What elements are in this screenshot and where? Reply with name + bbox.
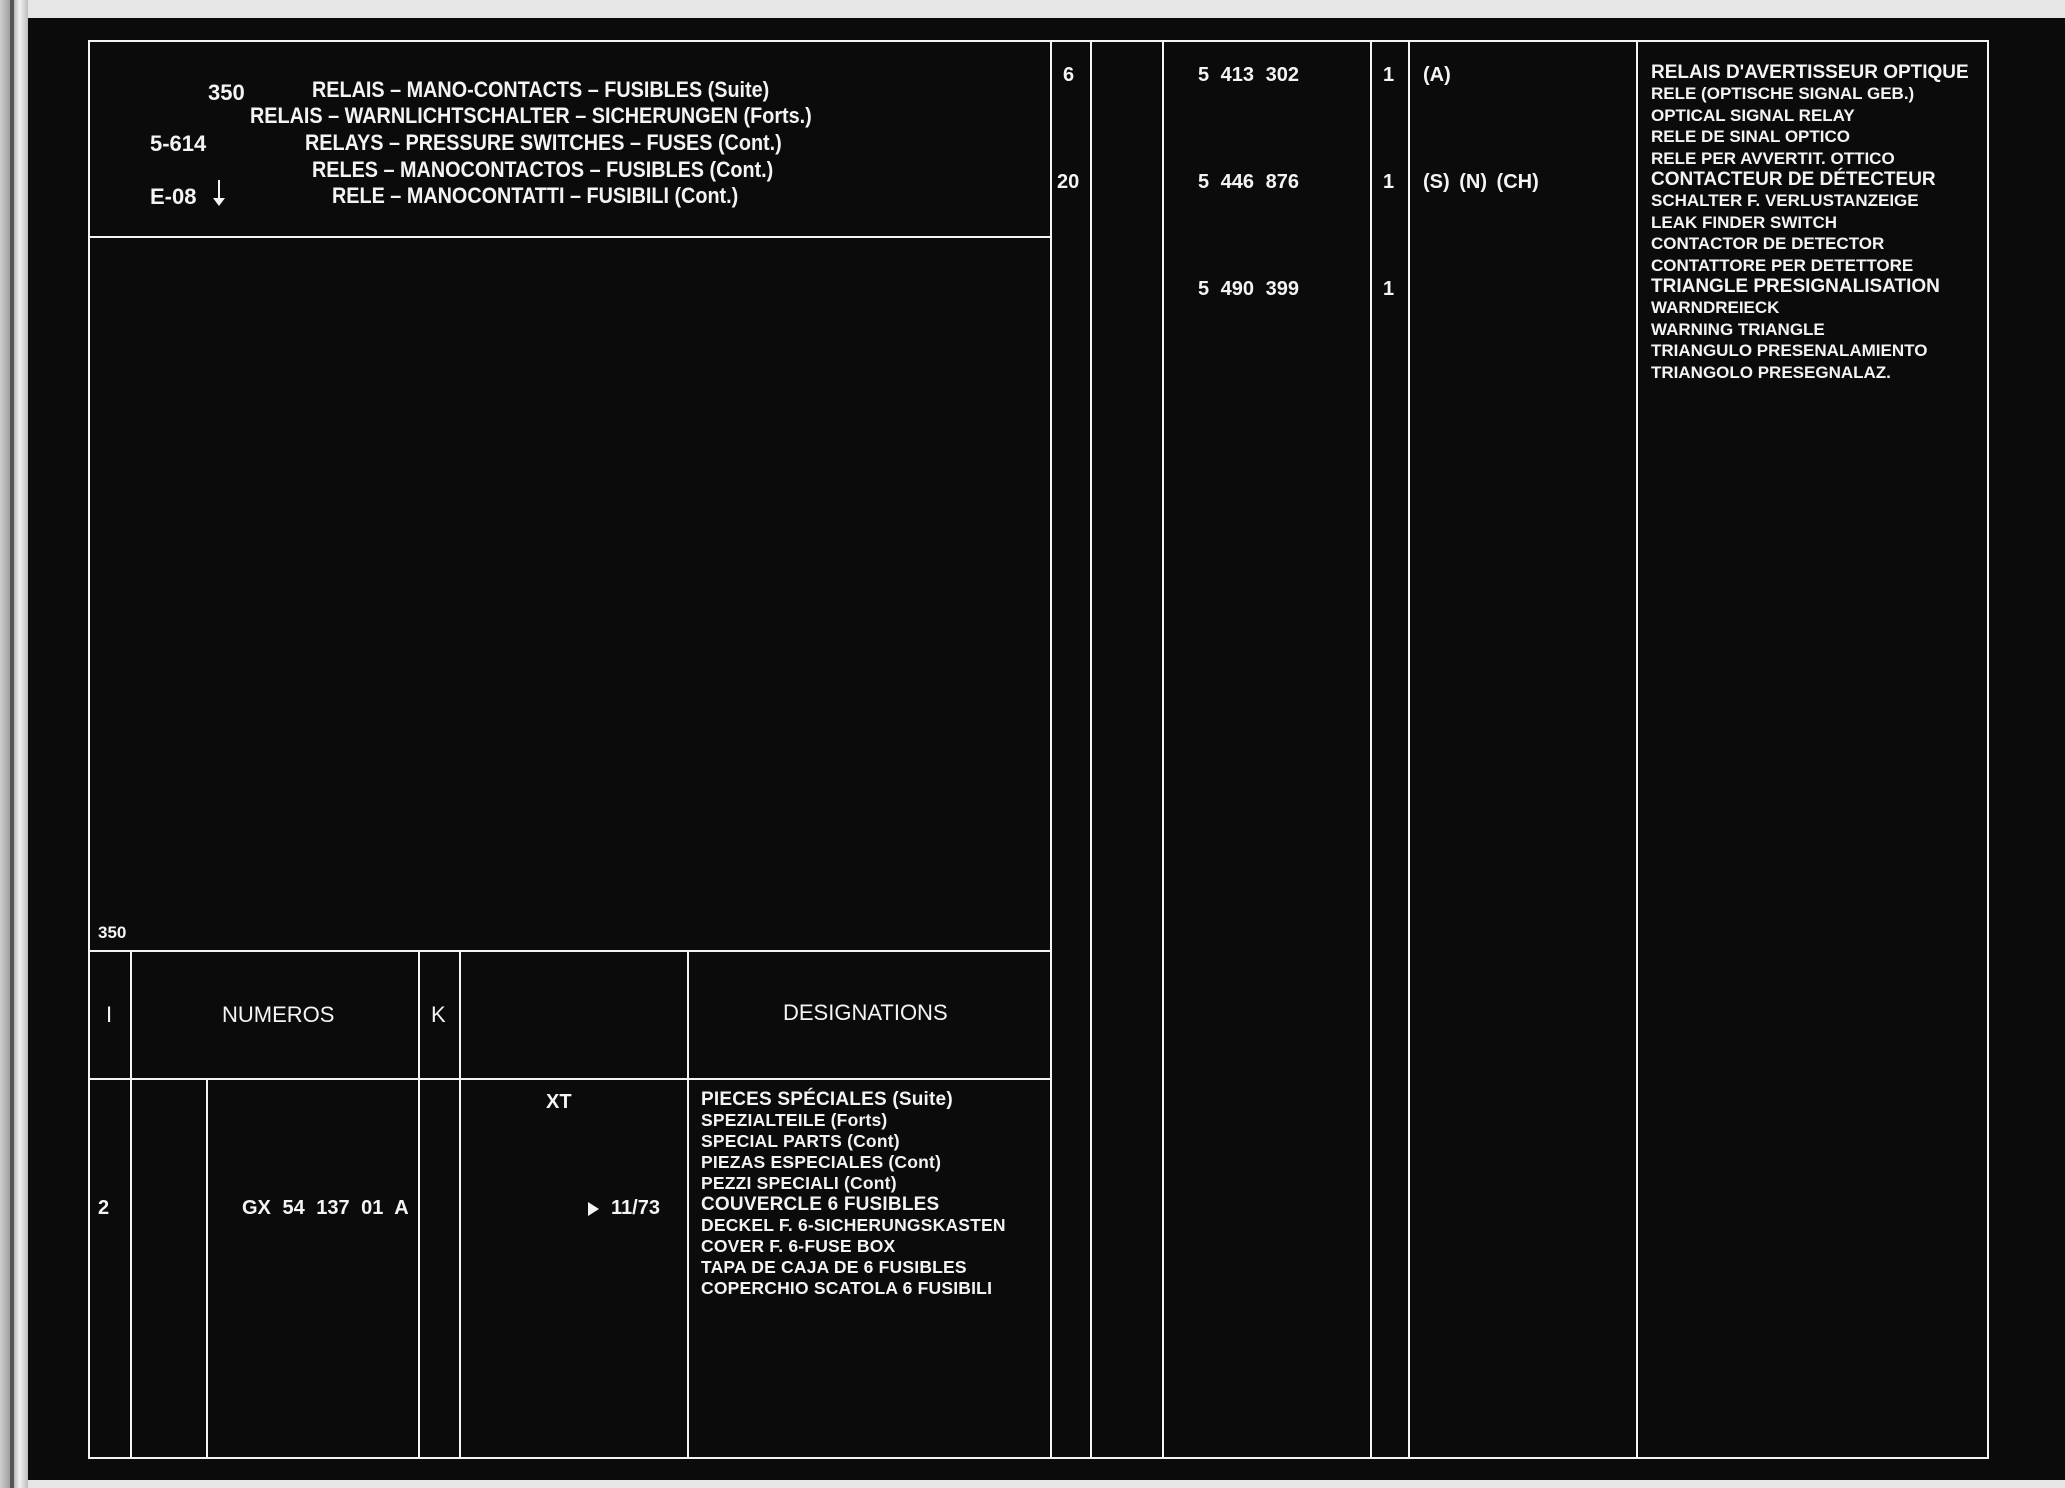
frame-top bbox=[88, 40, 1989, 42]
header-col-i: I bbox=[106, 1002, 113, 1027]
col-num-inner-line bbox=[206, 1078, 208, 1458]
r-row-2-index: 20 bbox=[1057, 171, 1080, 193]
frame-bottom bbox=[88, 1457, 1989, 1459]
designation-line: RELAIS D'AVERTISSEUR OPTIQUE bbox=[1651, 62, 1969, 83]
r-row-3-number: 5 490 399 bbox=[1198, 278, 1299, 300]
designation-line: PEZZI SPECIALI (Cont) bbox=[701, 1173, 897, 1193]
r-row-1-number: 5 413 302 bbox=[1198, 64, 1299, 86]
designation-line: SPECIAL PARTS (Cont) bbox=[701, 1131, 900, 1151]
r-row-3-qty: 1 bbox=[1383, 278, 1395, 300]
designation-line: PIEZAS ESPECIALES (Cont) bbox=[701, 1152, 942, 1172]
col-num-line bbox=[418, 950, 420, 1458]
header-divider bbox=[88, 236, 1052, 238]
designation-line: LEAK FINDER SWITCH bbox=[1651, 212, 1838, 232]
col-i-line bbox=[130, 950, 132, 1458]
title-fr: RELAIS – MANO-CONTACTS – FUSIBLES (Suite) bbox=[312, 77, 770, 102]
designation-line: CONTACTEUR DE DÉTECTEUR bbox=[1651, 169, 1936, 190]
title-it: RELE – MANOCONTATTI – FUSIBILI (Cont.) bbox=[332, 183, 739, 208]
r-row-1-designations bbox=[1651, 62, 1969, 169]
designation-line: COPERCHIO SCATOLA 6 FUSIBILI bbox=[701, 1278, 993, 1298]
r-row-1-notes: (A) bbox=[1423, 64, 1451, 86]
designation-line: OPTICAL SIGNAL RELAY bbox=[1651, 105, 1855, 125]
col-des-line bbox=[687, 950, 689, 1458]
r-row-1-qty: 1 bbox=[1383, 64, 1395, 86]
r-row-3-designations bbox=[1651, 276, 1940, 383]
designation-line: CONTACTOR DE DETECTOR bbox=[1651, 234, 1885, 254]
r-col-i-line bbox=[1090, 40, 1092, 1459]
designation-line: SCHALTER F. VERLUSTANZEIGE bbox=[1651, 191, 1919, 211]
corner-label: 350 bbox=[98, 923, 127, 942]
r-row-2-qty: 1 bbox=[1383, 171, 1395, 193]
header-col-k: K bbox=[431, 1002, 446, 1027]
item-date-value: 11/73 bbox=[611, 1197, 660, 1219]
col-k-line bbox=[459, 950, 461, 1458]
frame-left bbox=[88, 40, 90, 1459]
header-col-designations: DESIGNATIONS bbox=[783, 1000, 948, 1025]
designation-line: COVER F. 6-FUSE BOX bbox=[701, 1236, 896, 1256]
designation-line: RELE (OPTISCHE SIGNAL GEB.) bbox=[1651, 84, 1915, 104]
designation-line: SPEZIALTEILE (Forts) bbox=[701, 1110, 888, 1130]
designation-line: RELE PER AVVERTIT. OTTICO bbox=[1651, 148, 1895, 168]
frame-right bbox=[1987, 40, 1989, 1459]
designation-line: TRIANGULO PRESENALAMIENTO bbox=[1651, 341, 1928, 361]
triangle-right-icon bbox=[588, 1202, 599, 1216]
r-col-k-line bbox=[1408, 40, 1410, 1459]
r-col-num-line bbox=[1162, 40, 1164, 1459]
r-row-2-designations bbox=[1651, 169, 1936, 276]
designation-line: DECKEL F. 6-SICHERUNGSKASTEN bbox=[701, 1215, 1006, 1235]
r-col-qty-line bbox=[1370, 40, 1372, 1459]
designation-line: WARNDREIECK bbox=[1651, 298, 1780, 318]
item-date bbox=[588, 1198, 660, 1218]
designation-line: CONTATTORE PER DETETTORE bbox=[1651, 255, 1914, 275]
designation-line: TRIANGLE PRESIGNALISATION bbox=[1651, 276, 1940, 297]
designation-line: COUVERCLE 6 FUSIBLES bbox=[701, 1194, 940, 1215]
designation-line: WARNING TRIANGLE bbox=[1651, 319, 1825, 339]
panel-split-line bbox=[1050, 40, 1052, 1459]
table-header-top bbox=[88, 950, 1052, 952]
group-number: 350 bbox=[208, 80, 245, 105]
item-designations bbox=[701, 1194, 1006, 1299]
designation-line: RELE DE SINAL OPTICO bbox=[1651, 127, 1850, 147]
item-number: GX 54 137 01 A bbox=[242, 1197, 409, 1219]
title-es: RELES – MANOCONTACTOS – FUSIBLES (Cont.) bbox=[312, 157, 774, 182]
title-en: RELAYS – PRESSURE SWITCHES – FUSES (Cont.) bbox=[305, 130, 782, 155]
r-row-1-index: 6 bbox=[1063, 64, 1075, 86]
designation-line: PIECES SPÉCIALES (Suite) bbox=[701, 1089, 953, 1110]
category-code: XT bbox=[546, 1091, 572, 1113]
title-de: RELAIS – WARNLICHTSCHALTER – SICHERUNGEN (Forts.) bbox=[250, 103, 812, 128]
section-code-2: E-08 bbox=[150, 184, 197, 209]
category-designations bbox=[701, 1089, 953, 1194]
r-col-des-line bbox=[1636, 40, 1638, 1459]
item-index: 2 bbox=[98, 1197, 110, 1219]
r-row-2-number: 5 446 876 bbox=[1198, 171, 1299, 193]
arrow-down-icon bbox=[218, 180, 220, 202]
designation-line: TAPA DE CAJA DE 6 FUSIBLES bbox=[701, 1257, 967, 1277]
section-code-1: 5-614 bbox=[150, 131, 207, 156]
header-col-numeros: NUMEROS bbox=[222, 1002, 335, 1027]
designation-line: TRIANGOLO PRESEGNALAZ. bbox=[1651, 362, 1891, 382]
table-header-bottom bbox=[88, 1078, 1052, 1080]
r-row-2-notes: (S) (N) (CH) bbox=[1423, 171, 1539, 193]
